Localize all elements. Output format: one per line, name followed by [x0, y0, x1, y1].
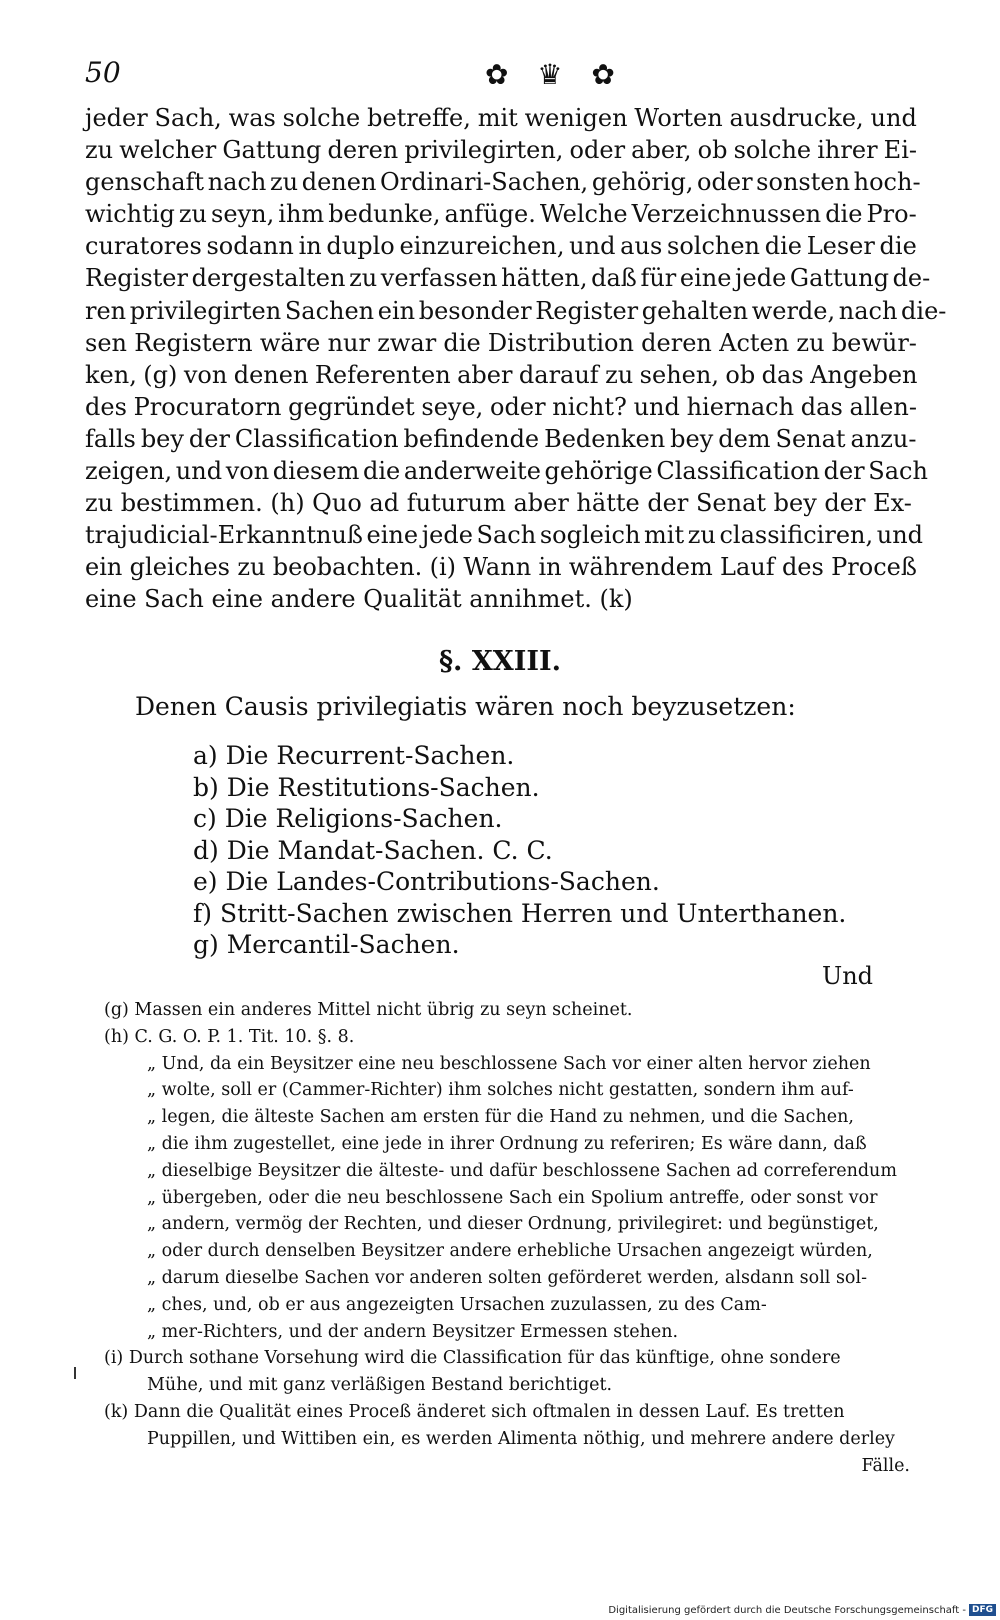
text-line: zu welcher Gattung deren privilegirten, oder aber, ob solche ihrer Ei-	[85, 136, 917, 165]
footnote-line: „ Und, da ein Beysitzer eine neu beschlossene Sach vor einer alten hervor ziehen	[147, 1053, 871, 1074]
text-line: Register dergestalten zu verfassen hätten, daß für eine jede Gattung de-	[85, 264, 931, 293]
footnote-line: „ darum dieselbe Sachen vor anderen solten geförderet werden, alsdann soll sol-	[147, 1267, 867, 1288]
footnote-line: „ ches, und, ob er aus angezeigten Ursachen zuzulassen, zu des Cam-	[147, 1294, 767, 1315]
credit-text: Digitalisierung gefördert durch die Deutsche Forschungsgemeinschaft -	[608, 1604, 966, 1616]
list-item: c) Die Religions-Sachen.	[193, 804, 503, 833]
footnotes	[104, 997, 910, 1479]
footnote-line: „ dieselbige Beysitzer die älteste- und dafür beschlossene Sachen ad correferendum	[147, 1160, 897, 1181]
text-line: genschaft nach zu denen Ordinari-Sachen, gehörig, oder sonsten hoch-	[85, 168, 921, 197]
footnote-line: „ übergeben, oder die neu beschlossene Sach ein Spolium antreffe, oder sonst vor	[147, 1187, 878, 1208]
footnote-line: „ oder durch denselben Beysitzer andere erhebliche Ursachen angezeigt würden,	[147, 1241, 873, 1262]
footnote-line: (i) Durch sothane Vorsehung wird die Classification für das künftige, ohne sondere	[104, 1348, 841, 1369]
text-line: trajudicial-Erkanntnuß eine jede Sach sogleich mit zu classificiren, und	[85, 521, 924, 550]
dfg-logo: DFG	[969, 1604, 996, 1616]
footnote-line: Mühe, und mit ganz verläßigen Bestand berichtiget.	[147, 1375, 613, 1396]
footnote-line: Fälle.	[861, 1455, 910, 1476]
list-item: f) Stritt-Sachen zwischen Herren und Unterthanen.	[193, 898, 847, 928]
category-list	[193, 740, 846, 961]
crown-ornament-icon: ✿ ♛ ✿	[485, 58, 625, 91]
main-text	[85, 102, 947, 616]
text-line: curatores sodann in duplo einzureichen, und aus solchen die Leser die	[85, 232, 917, 261]
section-heading: §. XXIII.	[438, 646, 562, 677]
footnote-line: „ andern, vermög der Rechten, und dieser Ordnung, privilegiret: und begünstiget,	[147, 1214, 879, 1235]
text-line: eine Sach eine andere Qualität annihmet. (k)	[85, 585, 633, 614]
text-line: jeder Sach, was solche betreffe, mit wenigen Worten ausdrucke, und	[85, 104, 917, 132]
text-line: falls bey der Classification befindende Bedenken bey dem Senat anzu-	[85, 424, 917, 453]
list-item: a) Die Recurrent-Sachen.	[193, 741, 515, 770]
list-item: b) Die Restitutions-Sachen.	[193, 772, 540, 802]
footnote-line: (h) C. G. O. P. 1. Tit. 10. §. 8.	[104, 1026, 355, 1047]
footnote-line: Puppillen, und Wittiben ein, es werden Alimenta nöthig, und mehrere andere derley	[147, 1428, 895, 1449]
text-line: ein gleiches zu beobachten. (i) Wann in währendem Lauf des Proceß	[85, 553, 917, 582]
text-line: des Procuratorn gegründet seye, oder nicht? und hiernach das allen-	[85, 392, 917, 421]
text-line: ren privilegirten Sachen ein besonder Register gehalten werde, nach die-	[85, 296, 947, 325]
text-line: ken, (g) von denen Referenten aber darauf zu sehen, ob das Angeben	[85, 360, 918, 389]
margin-mark	[74, 1367, 76, 1379]
footnote-line: „ mer-Richters, und der andern Beysitzer Ermessen stehen.	[147, 1321, 679, 1342]
list-item: e) Die Landes-Contributions-Sachen.	[193, 867, 660, 896]
page-header	[85, 56, 915, 96]
footnote-line: (g) Massen ein anderes Mittel nicht übrig zu seyn scheinet.	[104, 1000, 633, 1020]
footnote-line: „ wolte, soll er (Cammer-Richter) ihm solches nicht gestatten, sondern ihm auf-	[147, 1080, 854, 1101]
footnote-line: (k) Dann die Qualität eines Proceß änderet sich oftmalen in dessen Lauf. Es tretten	[104, 1401, 845, 1422]
section-intro: Denen Causis privilegiatis wären noch beyzusetzen:	[135, 692, 796, 721]
list-item: g) Mercantil-Sachen.	[193, 930, 460, 959]
digitization-credit	[608, 1604, 996, 1616]
footnote-line: „ die ihm zugestellet, eine jede in ihrer Ordnung zu referiren; Es wäre dann, daß	[147, 1133, 867, 1154]
text-line: wichtig zu seyn, ihm bedunke, anfüge. Welche Verzeichnussen die Pro-	[85, 200, 917, 229]
text-line: zeigen, und von diesem die anderweite gehörige Classification der Sach	[85, 457, 928, 486]
footnote-line: „ legen, die älteste Sachen am ersten für die Hand zu nehmen, und die Sachen,	[147, 1107, 854, 1128]
list-item: d) Die Mandat-Sachen. C. C.	[193, 835, 553, 865]
page-number: 50	[85, 56, 121, 89]
text-line: sen Registern wäre nur zwar die Distribution deren Acten zu bewür-	[85, 328, 917, 357]
text-line: zu bestimmen. (h) Quo ad futurum aber hätte der Senat bey der Ex-	[85, 489, 912, 518]
catchword: Und	[822, 962, 874, 990]
